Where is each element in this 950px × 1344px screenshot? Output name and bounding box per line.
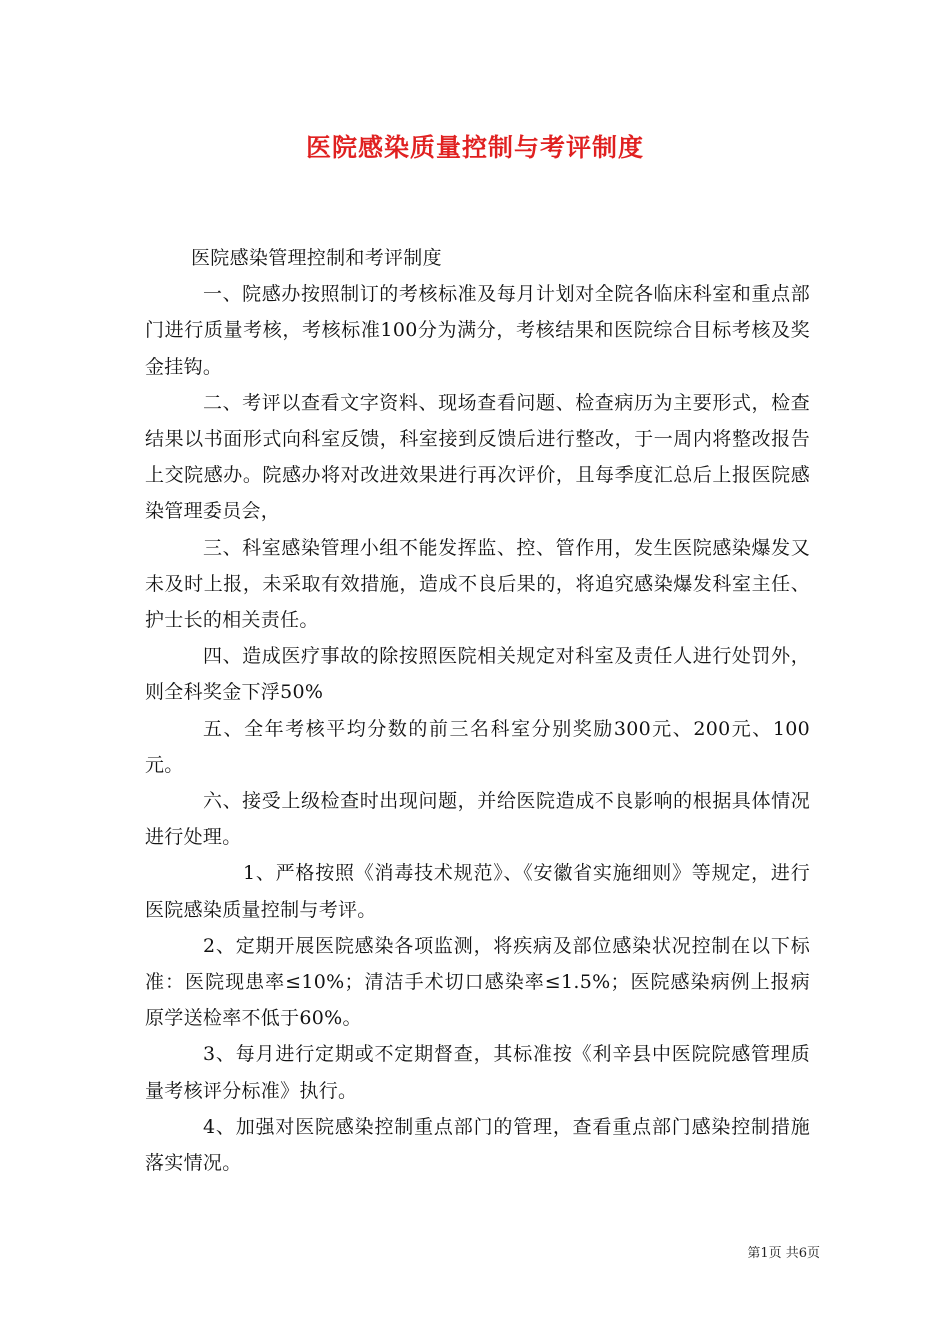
paragraph-rule-2: 2、定期开展医院感染各项监测，将疾病及部位感染状况控制在以下标准：医院现患率≤10%；清洁手术切口感染率≤1.5%；医院感染病例上报病原学送检率不低于60%。 <box>145 934 810 1030</box>
paragraph-rule-1: 1、严格按照《消毒技术规范》、《安徽省实施细则》等规定，进行医院感染质量控制与考评。 <box>145 862 810 921</box>
document-title: 医院感染质量控制与考评制度 <box>305 133 644 162</box>
paragraph-item-6: 六、接受上级检查时出现问题，并给医院造成不良影响的根据具体情况进行处理。 <box>145 790 810 849</box>
paragraph-item-5: 五、全年考核平均分数的前三名科室分别奖励300元、200元、100元。 <box>145 717 810 776</box>
paragraph-item-3: 三、科室感染管理小组不能发挥监、控、管作用，发生医院感染爆发又未及时上报，未采取有效措施，造成不良后果的，将追究感染爆发科室主任、护士长的相关责任。 <box>145 536 810 632</box>
paragraph-item-1: 一、院感办按照制订的考核标准及每月计划对全院各临床科室和重点部门进行质量考核，考核标准100分为满分，考核结果和医院综合目标考核及奖金挂钩。 <box>145 283 810 378</box>
page-number-footer: 第1页 共6页 <box>747 1246 820 1261</box>
paragraph-item-2: 二、考评以查看文字资料、现场查看问题、检查病历为主要形式，检查结果以书面形式向科室反馈，科室接到反馈后进行整改，于一周内将整改报告上交院感办。院感办将对改进效果进行再次评价，且每季度汇总后上报医院感染管理委员会， <box>145 391 810 523</box>
paragraph-rule-3: 3、每月进行定期或不定期督查，其标准按《利辛县中医院院感管理质量考核评分标准》执行。 <box>145 1043 810 1102</box>
paragraph-item-4: 四、造成医疗事故的除按照医院相关规定对科室及责任人进行处罚外，则全科奖金下浮50% <box>145 645 810 704</box>
document-body <box>145 240 810 1181</box>
paragraph-rule-4: 4、加强对医院感染控制重点部门的管理，查看重点部门感染控制措施落实情况。 <box>145 1115 810 1175</box>
paragraph-subtitle: 医院感染管理控制和考评制度 <box>191 247 442 269</box>
